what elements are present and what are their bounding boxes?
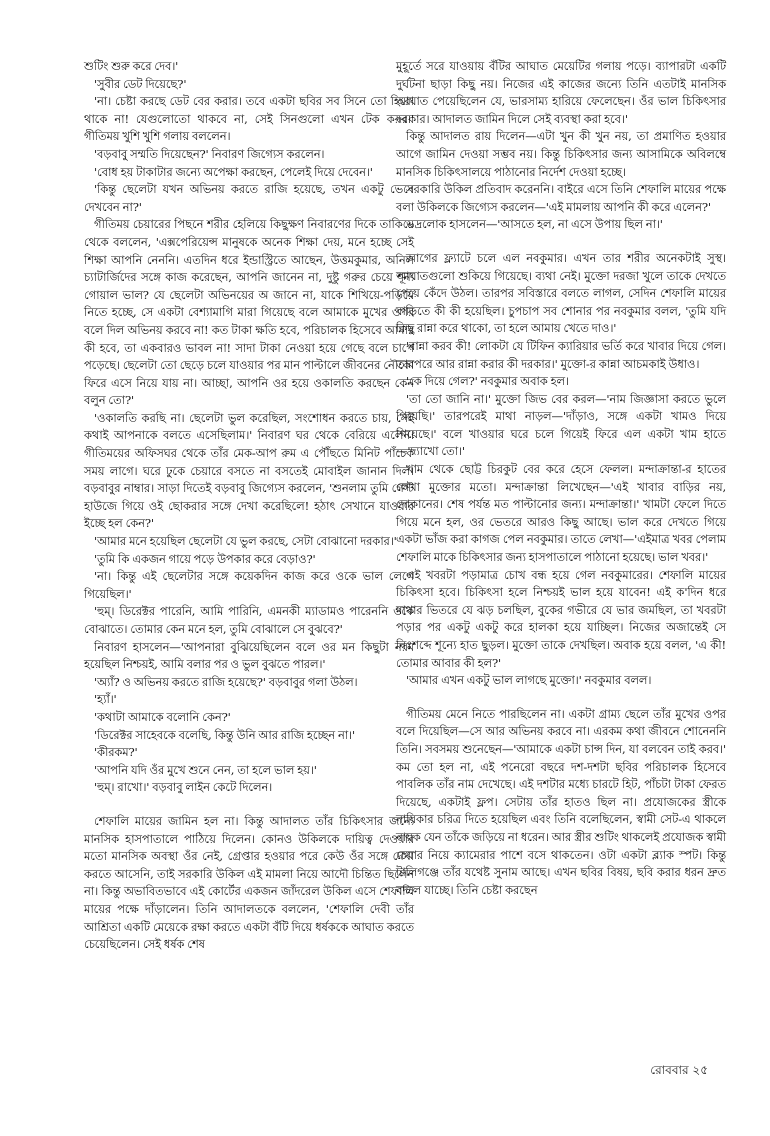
page-footer: রোববার ২৫	[650, 1063, 708, 1077]
paragraph: 'রান্না করব কী! লোকটা যে টিফিন ক্যারিয়ার ভর্তি করে খাবার দিয়ে গেল। তারপরে আর রান্না করার কী দরকার।' মুক্তো-র কান্না আচমকাই উধাও।	[396, 338, 726, 371]
paragraph: 'ওকালতি করছি না। ছেলেটা ভুল করেছিল, সংশোধন করতে চায়, সেই কথাই আপনাকে বলতে এসেছিলাম।' নিবারণ ঘর থেকে বেরিয়ে এলেন। গীতিময়ের অফিসঘর থেকে তাঁর মেক-আপ রুম এ পৌঁছতে মিনিট পাঁচেক সময় লাগে। ঘরে ঢুকে চেয়ারে বসতে না বসতেই মোবাইল জানান দিল। বড়বাবুর নাম্বার। সাড়া দিতেই বড়বাবু জিগ্যেস করলেন, 'শুনলাম তুমি গেস্ট হাউজে গিয়ে ওই ছোকরার সঙ্গে দেখা করেছিলে! হঠাৎ সেখানে যাওয়ার ইচ্ছে হল কেন?'	[84, 410, 414, 531]
paragraph: মুহূর্তে সরে যাওয়ায় বঁটির আঘাত মেয়েটির গলায় পড়ে। ব্যাপারটা একটি দুর্ঘটনা ছাড়া কিছু নয়। নিজের এই কাজের জন্যে তিনি এতটাই মানসিক আঘাত পেয়েছিলেন যে, ভারসাম্য হারিয়ে ফেলেছেন। ওঁর ভাল চিকিৎসার দরকার। আদালত জামিন দিলে সেই ব্যবস্থা করা হবে।'	[396, 59, 726, 126]
paragraph: শুটিং শুরু করে দেব।'	[84, 59, 179, 73]
paragraph: এই খবরটা পড়ামাত্র চোখ বন্ধ হয়ে গেল নবকুমারের। শেফালি মায়ের চিকিৎসা হবে। চিকিৎসা হলে নিশ্চয়ই ভাল হয়ে যাবেন! এই ক'দিন ধরে মাথার ভিতরে যে ঝড় চলছিল, বুকের গভীরে যে ভার জমছিল, তা খবরটা পড়ার পর একটু একটু করে হালকা হয়ে যাচ্ছিল। নিজের অজান্তেই সে নিঃশব্দে শূন্যে হাত ছুড়ল। মুক্তো তাকে দেখছিল। অবাক হয়ে বলল, 'এ কী! তোমার আবার কী হল?'	[396, 567, 726, 670]
paragraph: ভদ্রলোক হাসলেন—'আসতে হল, না এসে উপায় ছিল না।'	[406, 217, 663, 232]
section-break	[396, 690, 726, 706]
paragraph: সরকারি উকিল প্রতিবাদ করেননি। বাইরে এসে তিনি শেফালি মায়ের পক্ষে বলা উকিলকে জিগ্যেস করলেন—'এই মামলায় আপনি কী করে এলেন?'	[396, 182, 726, 214]
paragraph: 'কিন্তু ছেলেটা যখন অভিনয় করতে রাজি হয়েছে, তখন একটু ভেবে দেখবেন না?'	[84, 182, 414, 214]
paragraph: 'কীরকম?'	[94, 745, 138, 760]
right-column	[396, 58, 726, 899]
paragraph: 'আমার মনে হয়েছিল ছেলেটা যে ভুল করছে, সেটা বোঝানো দরকার।'	[94, 534, 397, 549]
paragraph: 'হুম্। রাখো।' বড়বাবু লাইন কেটে দিলেন।	[94, 780, 273, 795]
paragraph: 'ডিরেক্টর সাহেবকে বলেছি, কিন্তু উনি আর রাজি হচ্ছেন না।'	[94, 727, 355, 742]
paragraph: গীতিময় চেয়ারের পিছনে শরীর হেলিয়ে কিছুক্ষণ নিবারণের দিকে তাকিয়ে থেকে বললেন, 'এক্সপেরিয়েন্স মানুষকে অনেক শিক্ষা দেয়, মনে হচ্ছে সেই শিক্ষা আপনি নেননি। এতদিন ধরে ইন্ডাস্ট্রিতে আছেন, উত্তমকুমার, অনিল চ্যাটার্জিদের সঙ্গে কাজ করেছেন, আপনি জানেন না, দুষ্টু গরুর চেয়ে শূন্য গোয়াল ভাল? যে ছেলেটা অভিনয়ের অ জানে না, যাকে শিখিয়ে-পড়িয়ে নিতে হচ্ছে, সে একটা বেশ্যামাগি মারা গিয়েছে বলে আমাকে মুখের ওপর বলে দিল অভিনয় করবে না! কত টাকা ক্ষতি হবে, পরিচালক হিসেবে আমার কী হবে, তা একবারও ভাবল না! সাদা টাকা নেওয়া হয়ে গেছে বলে চাপে পড়েছে। ছেলেটা তো ছেড়ে চলে যাওয়ার পর মান পাল্টালে জীবনের নৌকো ফিরে এসে নিয়ে যায় না। আচ্ছা, আপনি ওর হয়ে ওকালতি করছেন কেন বলুন তো?'	[84, 217, 414, 408]
paragraph: 'না। চেষ্টা করছে ডেট বের করার। তবে একটা ছবির সব সিনে তো হিরো থাকে না! যেগুলোতো থাকবে না, সেই সিনগুলো এখন টেক করব।' গীতিময় খুশি খুশি গলায় বললেন।	[84, 94, 414, 144]
left-column	[84, 58, 414, 954]
paragraph: 'হুম্। ডিরেক্টর পারেনি, আমি পারিনি, এমনকী ম্যাডামও পারেননি ওকে বোঝাতে। তোমার কেন মনে হল, তুমি বোঝালে সে বুঝবে?'	[84, 604, 414, 636]
paragraph: খাম থেকে ছোট্ট চিরকুট বের করে হেসে ফেলল। মন্দাক্রান্তা-র হাতের লেখা মুক্তোর মতো। মন্দাক্রান্তা লিখেছেন—'এই খাবার বাড়ির নয়, দোকানের। শেষ পর্যন্ত মত পাল্টানোর জন্য। মন্দাক্রান্তা।' খামটা ফেলে দিতে গিয়ে মনে হল, ওর ভেতরে আরও কিছু আছে। ভাল করে দেখতে গিয়ে একটা ভাঁজ করা কাগজ পেল নবকুমার। তাতে লেখা—'এইমাত্র খবর পেলাম শেফালি মাকে চিকিৎসার জন্য হাসপাতালে পাঠানো হয়েছে। ভাল খবর।'	[396, 462, 726, 565]
paragraph: আগের ফ্ল্যাটে চলে এল নবকুমার। এখন তার শরীর অনেকটাই সুস্থ। আঘাতগুলো শুকিয়ে গিয়েছে। ব্যথা নেই। মুক্তো দরজা খুলে তাকে দেখতে পেয়ে কেঁদে উঠল। তারপর সবিস্তারে বলতে লাগল, সেদিন শেফালি মায়ের বাড়িতে কী কী হয়েছিল। চুপচাপ সব শোনার পর নবকুমার বলল, 'তুমি যদি কিছু রান্না করে থাকো, তা হলে আমায় খেতে দাও।'	[396, 250, 726, 336]
paragraph: নিবারণ হাসলেন—'আপনারা বুঝিয়েছিলেন বলে ওর মন কিছুটা নরম হয়েছিল নিশ্চয়ই, আমি বলার পর ও ভুল বুঝতে পারল।'	[84, 639, 414, 672]
paragraph: গীতিময় মেনে নিতে পারছিলেন না। একটা গ্রাম্য ছেলে তাঁর মুখের ওপর বলে দিয়েছিল—সে আর অভিনয় করবে না। এরকম কথা জীবনে শোনেননি তিনি। সবসময় শুনেছেন—'আমাকে একটা চান্স দিন, যা বলবেন তাই করব।' কম তো হল না, এই পনেরো বছরে দশ-দশটা ছবির পরিচালক হিসেবে পাবলিক তাঁর নাম দেখেছে। এই দশটার মধ্যে চারটে হিট, পাঁচটা টাকা ফেরত দিয়েছে, একটাই ফ্লপ। সেটায় তাঁর হাতও ছিল না। প্রযোজকের স্ত্রীকে নায়িকার চরিত্র দিতে হয়েছিল এবং তিনি বলেছিলেন, স্বামী সেট-এ থাকলে নায়ক যেন তাঁকে জড়িয়ে না ধরেন। আর স্ত্রীর শুটিং থাকলেই প্রযোজক স্বামী চেয়ার নিয়ে ক্যামেরার পাশে বসে থাকতেন। ওটা একটা ব্ল্যাক স্পট। কিন্তু টালিগঞ্জে তাঁর যথেষ্ট সুনাম আছে। এখন ছবির বিষয়, ছবি করার ধরন দ্রুত বদলে যাচ্ছে। তিনি চেষ্টা করছেন	[396, 706, 726, 897]
paragraph: 'বড়বাবু সম্মতি দিয়েছেন?' নিবারণ জিগ্যেস করলেন।	[94, 146, 325, 161]
paragraph: 'তুমি কি একজন গায়ে পড়ে উপকার করে বেড়াও?'	[94, 551, 316, 566]
paragraph: শেফালি মায়ের জামিন হল না। কিন্তু আদালত তাঁর চিকিৎসার জন্যে মানসিক হাসপাতালে পাঠিয়ে দিলেন। কোনও উকিলকে দায়িত্ব দেওয়ার মতো মানসিক অবস্থা ওঁর নেই, গ্রেপ্তার হওয়ার পরে কেউ ওঁর সঙ্গে দেখা করতে আসেনি, তাই সরকারি উকিল এই মামলা নিয়ে আদৌ চিন্তিত ছিলেন না। কিন্তু অভাবিতভাবে এই কোর্টের একজন জাঁদরেল উকিল এসে শেফালি মায়ের পক্ষে দাঁড়ালেন। তিনি আদালতকে বললেন, 'শেফালি দেবী তাঁর আশ্রিতা একটি মেয়েকে রক্ষা করতে একটা বঁটি দিয়ে ধর্ষককে আঘাত করতে চেয়েছিলেন। সেই ধর্ষক শেষ	[84, 813, 414, 952]
paragraph: 'আপনি যদি ওঁর মুখে শুনে নেন, তা হলে ভাল হয়।'	[94, 762, 317, 777]
paragraph: 'হ্যাঁ।'	[94, 692, 117, 707]
paragraph: 'আমার এখন একটু ভাল লাগছে মুক্তো।' নবকুমার বলল।	[406, 673, 652, 688]
paragraph: 'সুবীর ডেট দিয়েছে?'	[94, 76, 187, 91]
paragraph: 'অ্যাঁ? ও অভিনয় করতে রাজি হয়েছে?' বড়বাবুর গলা উঠল।	[94, 674, 358, 689]
section-break	[84, 797, 414, 813]
paragraph: 'না। কিন্তু এই ছেলেটার সঙ্গে কয়েকদিন কাজ করে ওকে ভাল লেগে গিয়েছিল।'	[84, 569, 414, 601]
paragraph: 'বোধ হয় টাকাটার জন্যে অপেক্ষা করছেন, পেলেই দিয়ে দেবেন।'	[94, 164, 373, 179]
paragraph: 'কে দিয়ে গেল?' নবকুমার অবাক হল।	[406, 374, 569, 389]
paragraph: 'কথাটা আমাকে বলোনি কেন?'	[94, 709, 231, 724]
paragraph: কিন্তু আদালত রায় দিলেন—এটা খুন কী খুন নয়, তা প্রমাণিত হওয়ার আগে জামিন দেওয়া সম্ভব নয়। কিন্তু চিকিৎসার জন্য আসামিকে অবিলম্বে মানসিক চিকিৎসালয়ে পাঠানোর নির্দেশ দেওয়া হচ্ছে।	[396, 129, 726, 179]
paragraph: 'তা তো জানি না।' মুক্তো জিভ বের করল—'নাম জিজ্ঞাসা করতে ভুলে গিয়েছি।' তারপরেই মাথা নাড়ল—'দাঁড়াও, সঙ্গে একটা খামও দিয়ে গিয়েছে।' বলে খাওয়ার ঘরে চলে গিয়েই ফিরে এল একটা খাম হাতে—'দ্যাখো তো।'	[396, 391, 726, 459]
section-break	[396, 234, 726, 250]
